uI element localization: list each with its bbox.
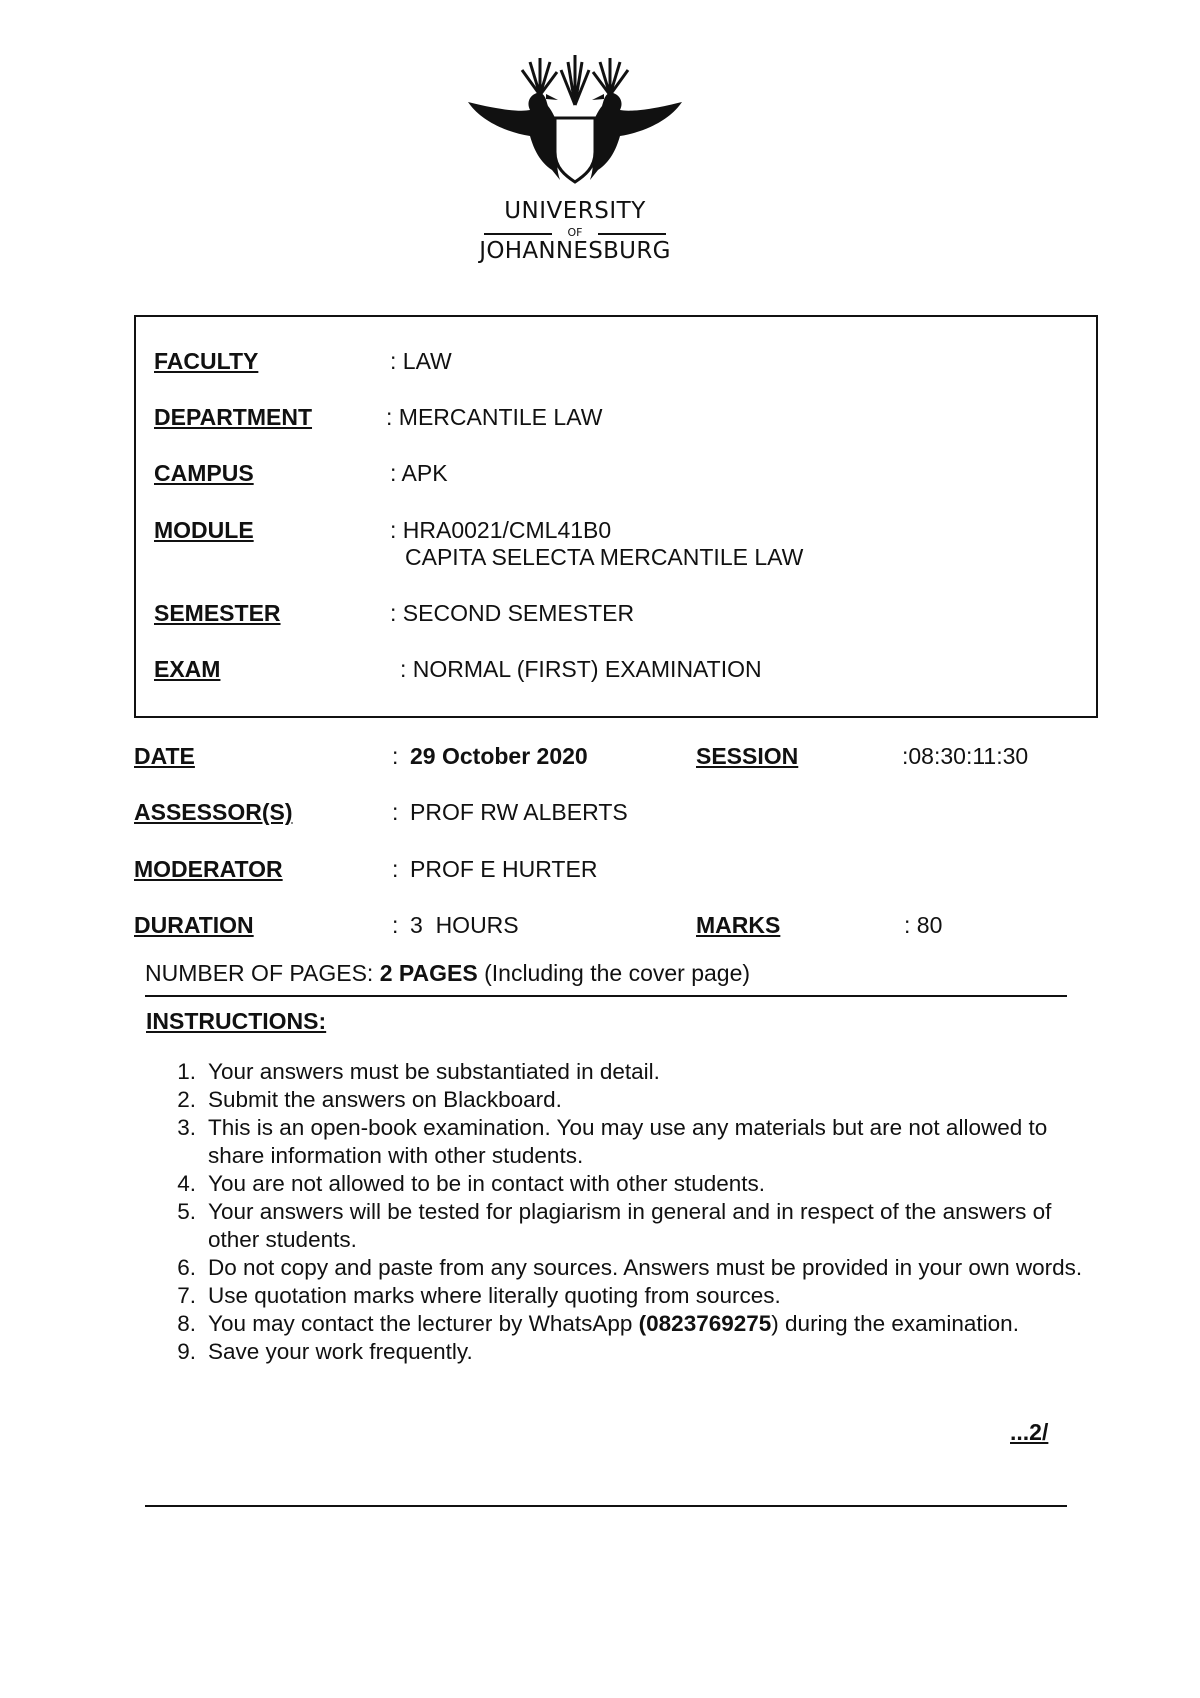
- instruction-item: 9. Save your work frequently.: [177, 1339, 473, 1364]
- instruction-item: 1. Your answers must be substantiated in detail.: [177, 1059, 660, 1084]
- divider-top: [145, 995, 1067, 997]
- department-value: : MERCANTILE LAW: [386, 404, 603, 430]
- assessors-value: PROF RW ALBERTS: [410, 799, 628, 825]
- logo-rule-right: [598, 233, 666, 235]
- semester-label: SEMESTER: [154, 600, 281, 626]
- date-label: DATE: [134, 743, 195, 769]
- semester-value: : SECOND SEMESTER: [390, 600, 635, 626]
- date-value: 29 October 2020: [410, 743, 588, 769]
- marks-value: : 80: [904, 912, 943, 938]
- logo-of-text: OF: [567, 226, 583, 239]
- logo-university-text: UNIVERSITY: [504, 198, 646, 224]
- module-code-value: : HRA0021/CML41B0: [390, 517, 612, 543]
- campus-label: CAMPUS: [154, 460, 254, 486]
- faculty-value: : LAW: [390, 348, 452, 374]
- exam-label: EXAM: [154, 656, 221, 682]
- number-of-pages-line: [145, 960, 750, 987]
- campus-value: : APK: [390, 460, 448, 486]
- instructions-heading: INSTRUCTIONS:: [146, 1008, 327, 1034]
- date-colon: :: [392, 743, 399, 769]
- module-name-value: CAPITA SELECTA MERCANTILE LAW: [405, 544, 804, 570]
- instruction-item: 7. Use quotation marks where literally quoting from sources.: [177, 1283, 781, 1308]
- module-label: MODULE: [154, 517, 254, 543]
- faculty-label: FACULTY: [154, 348, 259, 374]
- moderator-colon: :: [392, 856, 399, 882]
- instruction-item: 4. You are not allowed to be in contact with other students.: [177, 1171, 766, 1196]
- moderator-value: PROF E HURTER: [410, 856, 598, 882]
- exam-value: : NORMAL (FIRST) EXAMINATION: [400, 656, 762, 682]
- duration-value: 3 HOURS: [410, 912, 519, 938]
- page-continuation: ...2/: [1010, 1419, 1049, 1445]
- assessors-colon: :: [392, 799, 399, 825]
- university-logo: [460, 50, 690, 265]
- moderator-label: MODERATOR: [134, 856, 283, 882]
- pages-value: 2 PAGES: [379, 960, 478, 986]
- instruction-item: 6. Do not copy and paste from any sources. Answers must be provided in your own words.: [177, 1255, 1083, 1280]
- pages-label: NUMBER OF PAGES:: [145, 960, 374, 986]
- instruction-item: 5. Your answers will be tested for plagiarism in general and in respect of the answers of other students.: [177, 1199, 1052, 1252]
- department-label: DEPARTMENT: [154, 404, 313, 430]
- instruction-item: 3. This is an open-book examination. You may use any materials but are not allowed to share information with other students.: [177, 1115, 1048, 1168]
- whatsapp-number: (0823769275: [638, 1311, 772, 1336]
- instruction-item: 8. You may contact the lecturer by WhatsApp (0823769275) during the examination.: [177, 1311, 1019, 1336]
- divider-bottom: [145, 1505, 1067, 1507]
- instruction-item: 2. Submit the answers on Blackboard.: [177, 1087, 562, 1112]
- marks-label: MARKS: [696, 912, 781, 938]
- duration-colon: :: [392, 912, 399, 938]
- uj-crest-icon: [460, 50, 690, 200]
- logo-johannesburg-text: JOHANNESBURG: [479, 238, 671, 264]
- pages-note: (Including the cover page): [484, 960, 751, 986]
- instructions-list: [168, 1058, 1108, 1366]
- duration-label: DURATION: [134, 912, 254, 938]
- session-label: SESSION: [696, 743, 799, 769]
- session-value: :08:30:11:30: [902, 743, 1029, 769]
- assessors-label: ASSESSOR(S): [134, 799, 293, 825]
